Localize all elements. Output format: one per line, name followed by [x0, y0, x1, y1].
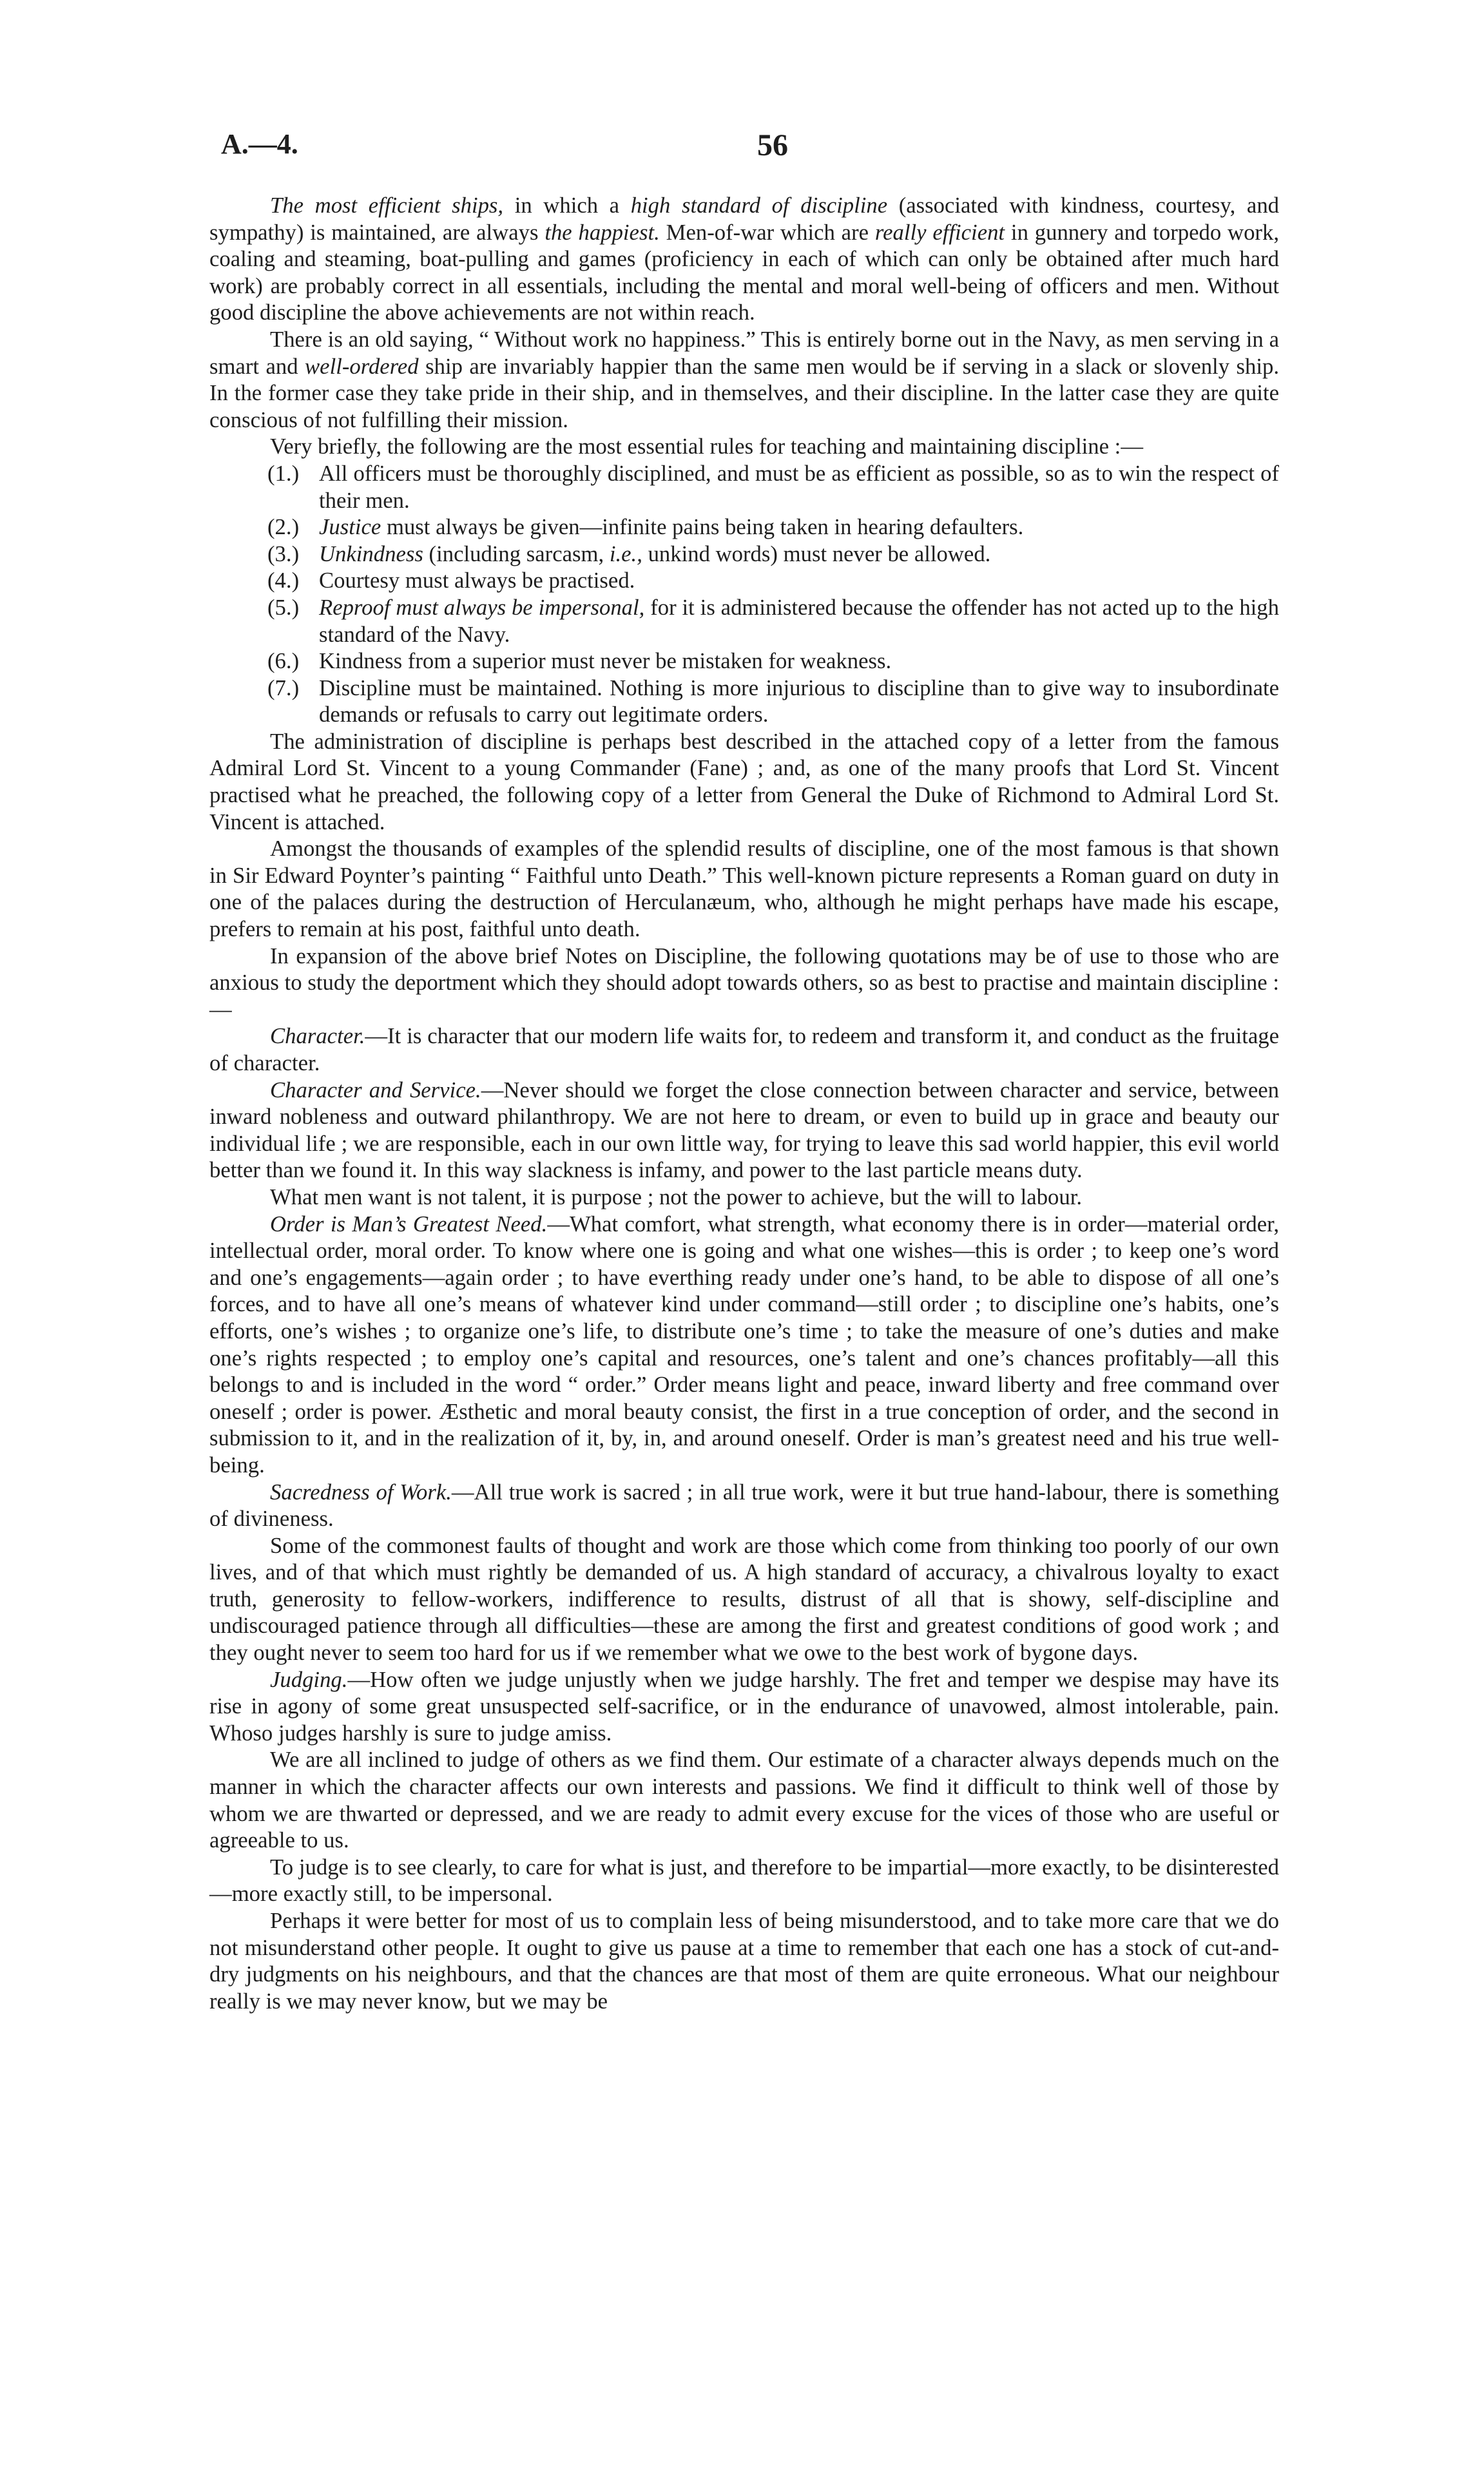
list-item: (7.) Discipline must be maintained. Nothing is more injurious to discipline than to give way to insubordinate demands or refusals to carry out legitimate orders.	[267, 675, 1279, 727]
paragraph-to-judge: To judge is to see clearly, to care for what is just, and therefore to be impartial—more exactly, to be disinterested—more exactly still, to be impersonal.	[209, 1854, 1279, 1907]
document-reference: A.—4.	[221, 128, 298, 160]
paragraph-sacredness-of-work: Sacredness of Work.—All true work is sacred ; in all true work, were it but true hand-labour, there is something of divineness.	[209, 1479, 1279, 1532]
list-item: (6.) Kindness from a superior must never be mistaken for weakness.	[267, 648, 892, 674]
discipline-rules-list	[209, 460, 1279, 728]
paragraph-old-saying: There is an old saying, “ Without work no happiness.” This is entirely borne out in the Navy, as men serving in a smart and well-ordered ship are invariably happier than the same men would be if serving in a slack or slovenly ship. In the former case they take pride in their ship, and in themselves, and their discipline. In the latter case they are quite conscious of not fulfilling their mission.	[209, 326, 1279, 432]
list-item: (3.) Unkindness (including sarcasm, i.e., unkind words) must never be allowed.	[267, 541, 991, 566]
paragraph-estimate: We are all inclined to judge of others as we find them. Our estimate of a character always depends much on the manner in which the character affects our own interests and passions. We find it difficult to think well of those by whom we are thwarted or depressed, and we are ready to admit every excuse for the vices of those who are useful or agreeable to us.	[209, 1747, 1279, 1853]
paragraph-order: Order is Man’s Greatest Need.—What comfort, what strength, what economy there is in order—material order, intellectual order, moral order. To know where one is going and what one wishes—this is order ; to keep one’s word and one’s engagements—again order ; to have everthing ready under one’s hand, to be able to dispose of all one’s forces, and to have all one’s means of whatever kind under command—still order ; to discipline one’s habits, one’s efforts, one’s wishes ; to organize one’s life, to distribute one’s time ; to take the measure of one’s duties and make one’s rights respected ; to employ one’s capital and resources, one’s talent and one’s chances profitably—all this belongs to and is included in the word “ order.” Order means light and peace, inward liberty and free command over oneself ; order is power. Æsthetic and moral beauty consist, the first in a true conception of order, and the second in submission to it, and in the realization of it, by, in, and around oneself. Order is man’s greatest need and his true well-being.	[209, 1211, 1279, 1478]
body-text	[209, 192, 1279, 2014]
paragraph-judging: Judging.—How often we judge unjustly when we judge harshly. The fret and temper we despise may have its rise in agony of some great unsuspected self-sacrifice, or in the endurance of unavowed, almost intolerable, pain. Whoso judges harshly is sure to judge amiss.	[209, 1666, 1279, 1746]
paragraph-rules-intro: Very briefly, the following are the most essential rules for teaching and maintaining discipline :—	[270, 434, 1144, 459]
paragraph-character: Character.—It is character that our modern life waits for, to redeem and transform it, and conduct as the fruitage of character.	[209, 1023, 1279, 1075]
paragraph-expansion: In expansion of the above brief Notes on Discipline, the following quotations may be of use to those who are anxious to study the deportment which they should adopt towards others, so as best to practise and maintain discipline :—	[209, 943, 1279, 1022]
paragraph-character-and-service: Character and Service.—Never should we forget the close connection between character and service, between inward nobleness and outward philanthropy. We are not here to dream, or even to build up in grace and beauty our individual life ; we are responsible, each in our own little way, for trying to leave this sad world happier, this evil world better than we found it. In this way slackness is infamy, and power to the last particle means duty.	[209, 1077, 1279, 1183]
list-item: (4.) Courtesy must always be practised.	[267, 568, 635, 593]
paragraph-faults: Some of the commonest faults of thought and work are those which come from thinking too poorly of our own lives, and of that which must rightly be demanded of us. A high standard of accuracy, a chivalrous loyalty to exact truth, generosity to fellow-workers, indifference to results, distrust of all that is showy, self-discipline and undiscouraged patience through all difficulties—these are among the first and greatest conditions of good work ; and they ought never to seem too hard for us if we remember what we owe to the best work of bygone days.	[209, 1532, 1279, 1666]
list-item: (5.) Reproof must always be impersonal, for it is administered because the offender has not acted up to the high standard of the Navy.	[267, 594, 1279, 647]
paragraph-administration: The administration of discipline is perhaps best described in the attached copy of a letter from the famous Admiral Lord St. Vincent to a young Commander (Fane) ; and, as one of the many proofs that Lord St. Vincent practised what he preached, the following copy of a letter from General the Duke of Richmond to Admiral Lord St. Vincent is attached.	[209, 728, 1279, 834]
list-item: (1.) All officers must be thoroughly disciplined, and must be as efficient as possible, so as to win the respect of their men.	[267, 460, 1279, 513]
paragraph-purpose: What men want is not talent, it is purpose ; not the power to achieve, but the will to labour.	[270, 1184, 1083, 1209]
paragraph-faithful-unto-death: Amongst the thousands of examples of the splendid results of discipline, one of the most famous is that shown in Sir Edward Poynter’s painting “ Faithful unto Death.” This well-known picture represents a Roman guard on duty in one of the palaces during the destruction of Herculanæum, who, although he might perhaps have made his escape, prefers to remain at his post, faithful unto death.	[209, 836, 1279, 942]
paragraph-misunderstood: Perhaps it were better for most of us to complain less of being misunderstood, and to take more care that we do not misunderstand other people. It ought to give us pause at a time to remember that each one has a stock of cut-and-dry judgments on his neighbours, and that the chances are that most of them are quite erroneous. What our neighbour really is we may never know, but we may be	[209, 1908, 1279, 2014]
page-number: 56	[757, 128, 788, 162]
list-item: (2.) Justice must always be given—infinite pains being taken in hearing defaulters.	[267, 514, 1024, 540]
paragraph-efficient-ships: The most efficient ships, in which a high standard of discipline (associated with kindness, courtesy, and sympathy) is maintained, are always the happiest. Men-of-war which are really efficient in gunnery and torpedo work, coaling and steaming, boat-pulling and games (proficiency in each of which can only be obtained after much hard work) are probably correct in all essentials, including the mental and moral well-being of officers and men. Without good discipline the above achievements are not within reach.	[209, 193, 1280, 325]
